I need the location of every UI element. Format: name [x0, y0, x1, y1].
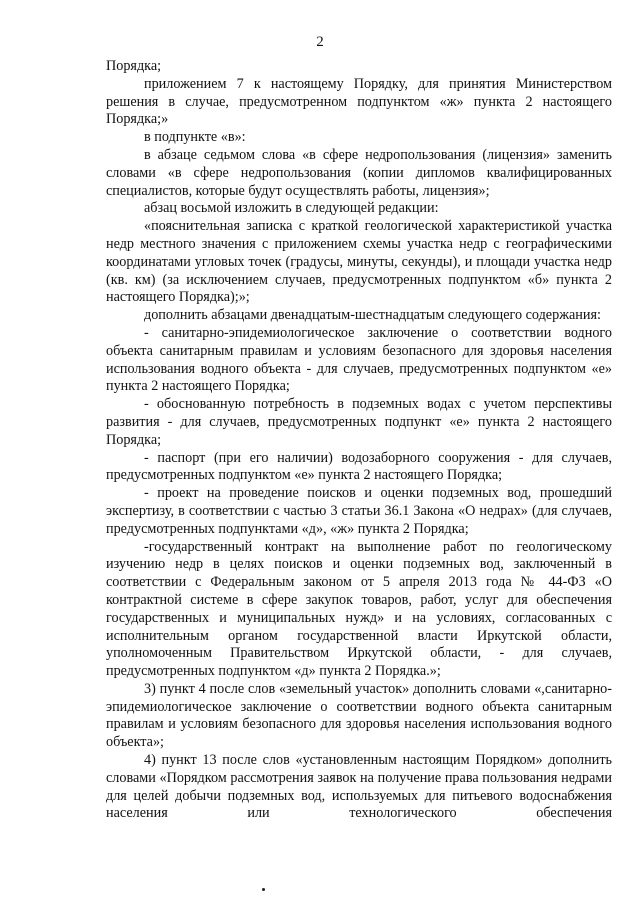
- paragraph: абзац восьмой изложить в следующей редакции:: [144, 200, 439, 217]
- paragraph: -государственный контракт на выполнение работ по геологическому изучению недр в целях поисков и оценки подземных вод, заключенный в соответствии с Федеральным законом от 5 апреля 2013 года № 44-ФЗ «О контрактной системе в сфере закупок товаров, работ, услуг для обеспечения государственных и муниципальных нужд» и на условиях, согласованных с исполнительным органом государственной власти Иркутской области, уполномоченным Правительством Иркутской области, - для случаев, предусмотренных подпунктом «д» пункта 2 Порядка.»;: [106, 538, 612, 680]
- paragraph: приложением 7 к настоящему Порядку, для принятия Министерством решения в случае, предусмотренном подпунктом «ж» пункта 2 настоящего Порядка;»: [106, 75, 612, 128]
- paragraph: - проект на проведение поисков и оценки подземных вод, прошедший экспертизу, в соответствии с частью 3 статьи 36.1 Закона «О недрах» (для случаев, предусмотренных подпунктами «д», «ж» пункта 2 Порядка;: [106, 485, 612, 537]
- page-number: 2: [316, 34, 324, 50]
- paragraph: - паспорт (при его наличии) водозаборного сооружения - для случаев, предусмотренных подпунктом «е» пункта 2 настоящего Порядка;: [106, 449, 612, 484]
- paragraph: 3) пункт 4 после слов «земельный участок» дополнить словами «,санитарно-эпидемиологическое заключение о соответствии водного объекта санитарным правилам и условиям безопасного для здоровья населения использования водного объекта»;: [106, 680, 612, 751]
- paragraph: 4) пункт 13 после слов «установленным настоящим Порядком» дополнить словами «Порядком рассмотрения заявок на получение права пользования недрами для целей добычи подземных вод, используемых для питьевого водоснабжения населения или технологического обеспечения: [106, 752, 612, 822]
- scan-artifact: [262, 888, 265, 891]
- paragraph: Порядка;: [106, 58, 162, 74]
- paragraph: в подпункте «в»:: [144, 129, 246, 146]
- paragraph: «пояснительная записка с краткой геологической характеристикой участка недр местного значения с приложением схемы участка недр с географическими координатами угловых точек (градусы, минуты, секунды), и площади участка недр (кв. км) (за исключением случаев, предусмотренных подпунктом «б» пункта 2 настоящего Порядка);»;: [106, 218, 612, 306]
- paragraph: дополнить абзацами двенадцатым-шестнадцатым следующего содержания:: [144, 307, 601, 324]
- paragraph: - санитарно-эпидемиологическое заключение о соответствии водного объекта санитарным правилам и условиям безопасного для здоровья населения использования водного объекта - для случаев, предусмотренных подпунктом «е» пункта 2 настоящего Порядка;: [106, 324, 612, 395]
- paragraph: в абзаце седьмом слова «в сфере недропользования (лицензия» заменить словами «в сфере недропользования (копии дипломов квалифицированных специалистов, которые будут осуществлять работы, лицензия»;: [106, 146, 612, 199]
- paragraph: - обоснованную потребность в подземных водах с учетом перспективы развития - для случаев, предусмотренных подпункт «е» пункта 2 настоящего Порядка;: [106, 396, 612, 448]
- document-body: [106, 58, 612, 823]
